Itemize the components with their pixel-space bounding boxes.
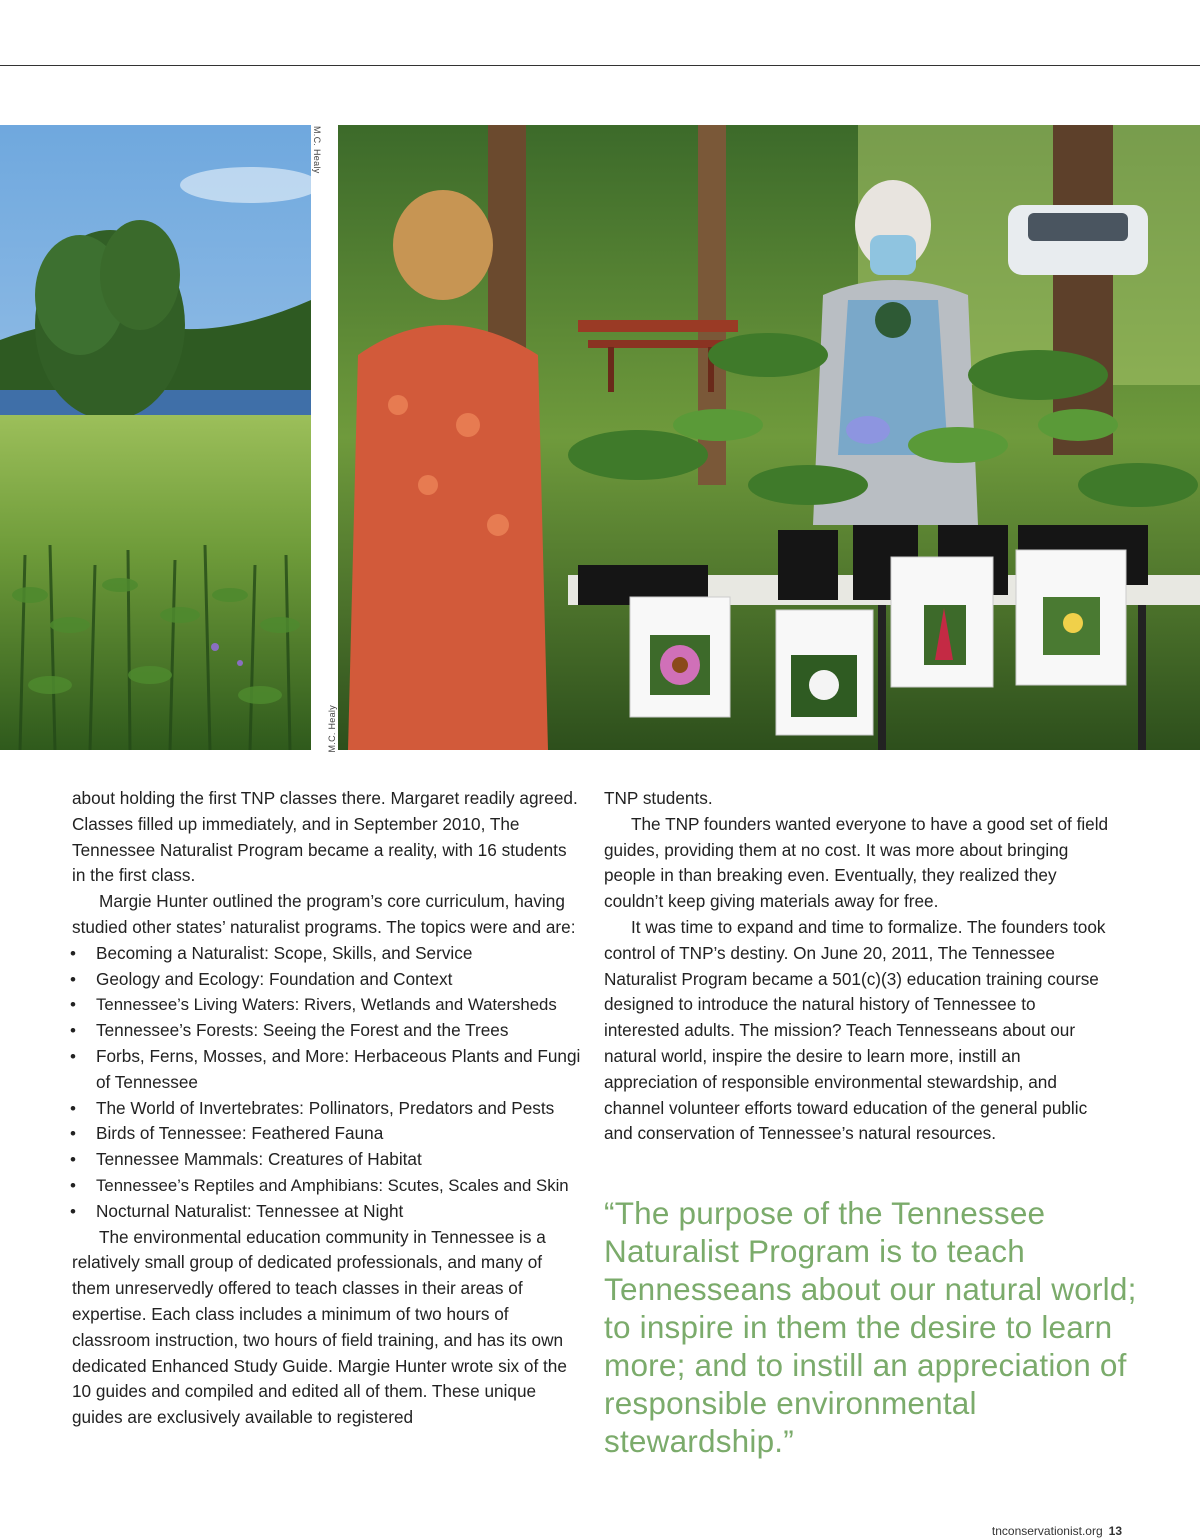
page-number: 13 [1108,1524,1122,1538]
left-paragraph-3: The environmental education community in Tennessee is a relatively small group of dedicated professionals, and many of them unreservedly offered to teach classes in their areas of expertise. Each class includes a minimum of two hours of classroom instruction, two hours of field training, and has its own dedicated Enhanced Study Guide. Margie Hunter wrote six of the 10 guides and compiled and edited all of them. These unique guides are exclusively available to registered [72,1226,567,1428]
page-footer [992,1524,1122,1538]
plant-sale-illustration [338,125,1200,750]
left-paragraph-1: about holding the first TNP classes there. Margaret readily agreed. Classes filled up immediately, and in September 2010, The Tennessee Naturalist Program became a reality, with 16 students in the first class. [72,788,578,886]
topic-item: • The World of Invertebrates: Pollinators, Predators and Pests [70,1096,582,1122]
right-column [604,786,1114,1147]
right-paragraph-1: TNP students. [604,788,713,808]
left-column [72,786,582,1431]
topic-item: • Nocturnal Naturalist: Tennessee at Night [70,1199,582,1225]
meadow-illustration [0,125,311,750]
topic-item: • Birds of Tennessee: Feathered Fauna [70,1121,582,1147]
topic-item: • Becoming a Naturalist: Scope, Skills, and Service [70,941,582,967]
top-rule [0,65,1200,66]
footer-site: tnconservationist.org [991,1524,1103,1538]
photo-meadow-lake [0,125,311,750]
topic-item: • Tennessee’s Living Waters: Rivers, Wetlands and Watersheds [70,992,582,1018]
right-paragraph-3: It was time to expand and time to formalize. The founders took control of TNP’s destiny. On June 20, 2011, The Tennessee Naturalist Program became a 501(c)(3) education training course designed to introduce the natural history of Tennessee to interested adults. The mission? Teach Tennesseans about our natural world, inspire the desire to learn more, instill an appreciation of responsible environmental stewardship, and channel volunteer efforts toward education of the general public and conservation of Tennessee’s natural resources. [604,916,1106,1144]
topic-item: • Tennessee Mammals: Creatures of Habitat [70,1147,582,1173]
left-paragraph-2: Margie Hunter outlined the program’s core curriculum, having studied other states’ naturalist programs. The topics were and are: [72,891,576,937]
photo-credit-top: M.C. Healy [312,126,322,174]
right-paragraph-2: The TNP founders wanted everyone to have a good set of field guides, providing them at no cost. It was more about bringing people in than breaking even. Eventually, they realized they couldn’t keep giving materials away for free. [604,813,1109,912]
topic-item: • Forbs, Ferns, Mosses, and More: Herbaceous Plants and Fungi of Tennessee [70,1044,582,1096]
photo-plant-sale [338,125,1200,750]
topic-item: • Tennessee’s Forests: Seeing the Forest and the Trees [70,1018,582,1044]
photo-credit-bottom: M.C. Healy [327,705,337,753]
topics-list [72,941,582,1225]
topic-item: • Geology and Ecology: Foundation and Context [70,967,582,993]
pull-quote: “The purpose of the Tennessee Naturalist Program is to teach Tennesseans about our natural world; to inspire in them the desire to learn more; and to instill an appreciation of responsible environmental stewardship.” [604,1195,1137,1459]
topic-item: • Tennessee’s Reptiles and Amphibians: Scutes, Scales and Skin [70,1173,582,1199]
